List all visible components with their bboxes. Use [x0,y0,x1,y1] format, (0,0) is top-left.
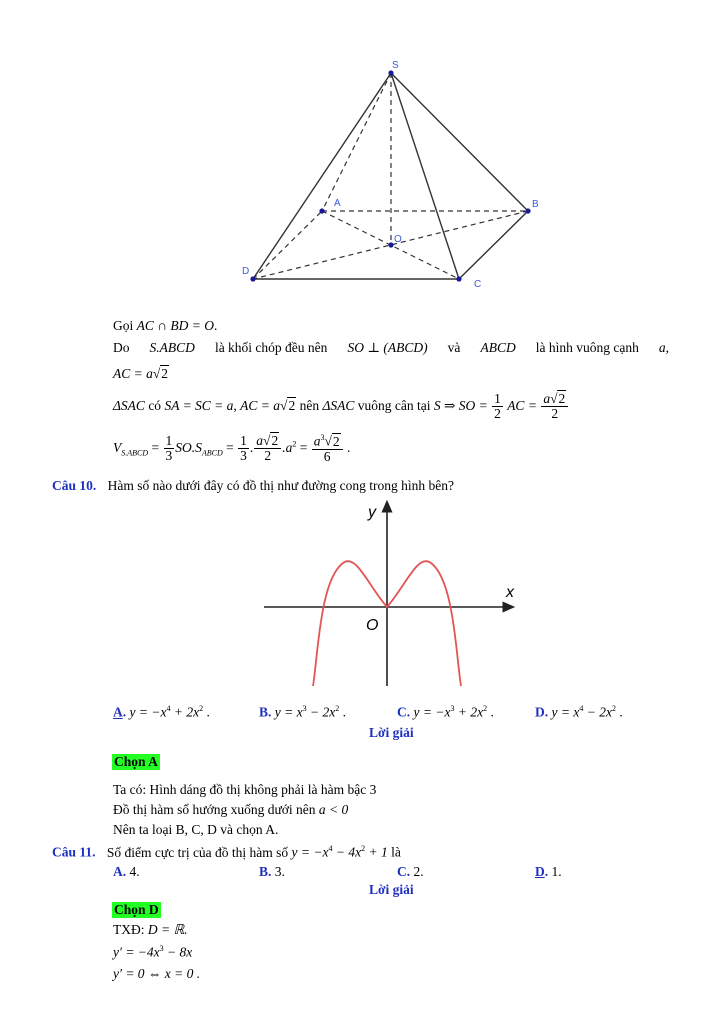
edge-sa [322,73,391,211]
point-c [456,276,461,281]
q10-option-d[interactable]: D. $y = x^4 - 2x^2$ . [535,704,623,720]
q11-solution-line2: $y' = -4x^3 - 8x$ [113,944,193,960]
q10-solution-title: Lời giải [369,725,414,740]
q11-choice-badge: Chọn D [114,902,159,917]
edge-sc [391,73,459,279]
pyramid-figure [240,55,550,295]
q10-solution-line1: Ta có: Hình dáng đồ thị không phải là hàm bậc 3 [113,782,377,797]
point-a [319,208,324,213]
question-11-label: Câu 11. [52,844,96,860]
label-origin: O [366,617,379,634]
q10-choice-badge: Chọn A [114,754,158,769]
q10-option-b[interactable]: B. $y = x^3 - 2x^2$ . [259,704,346,720]
q10-option-a[interactable]: A. $y = -x^4 + 2x^2$ . [113,704,210,720]
point-o [388,242,393,247]
function-graph [260,498,525,688]
label-c: C [474,279,482,290]
question-10 [52,478,454,494]
q11-option-d[interactable]: D. 1. [535,864,562,879]
label-s: S [392,60,399,71]
edge-cb [459,211,528,279]
label-a: A [334,198,341,209]
q11-option-b[interactable]: B. 3. [259,864,285,879]
sol9-line1: Gọi AC ∩ BD = O. [113,318,218,333]
edge-sb [391,73,528,211]
label-y: y [368,504,376,521]
point-s [388,70,393,75]
question-10-text: Hàm số nào dưới đây có đồ thị như đường cong trong hình bên? [107,478,454,493]
q10-option-c[interactable]: C. $y = -x^3 + 2x^2$ . [397,704,494,720]
sol9-line5: $V_{S.ABCD}$ = $\frac{1}{3}$ $SO.S_{ABCD}$ = $\frac{1}{3}$ . $\frac{a√2}{2}$ $.a^2$ = $\frac{a^3√2}{6}$ . [113,433,351,464]
sol9-line4: ΔSAC có SA = SC = a, AC = a√2 nên ΔSAC vuông cân tại S ⇒ SO = $\frac{1}{2}$ AC = $\frac{a√2}{2}$ [113,392,569,421]
q11-option-c[interactable]: C. 2. [397,864,424,879]
point-d [250,276,255,281]
label-x: x [506,584,514,601]
q11-option-a[interactable]: A. 4. [113,864,140,879]
edge-sd [253,73,391,279]
edge-da [253,211,322,279]
point-b [525,208,530,213]
question-11: Câu 11. Số điểm cực trị của đồ thị hàm số $y = -x^4 - 4x^2 + 1$ là [52,844,401,860]
q11-solution-line3: y′ = 0 ⇔ x = 0 . [113,966,201,981]
q11-solution-line1: TXĐ: D = ℝ. [113,922,188,937]
q10-solution-line2: Đồ thị hàm số hướng xuống dưới nên a < 0 [113,802,349,817]
q10-solution-line3: Nên ta loại B, C, D và chọn A. [113,822,279,837]
label-d: D [242,266,250,277]
label-o: O [394,234,402,245]
sol9-line2: Do S.ABCD là khối chóp đều nên SO ⊥ (ABCD) và ABCD là hình vuông cạnh a, [113,340,669,355]
label-b: B [532,199,539,210]
sol9-line3: AC = a√2 [113,366,169,381]
question-10-label: Câu 10. [52,478,97,493]
q11-solution-title: Lời giải [369,882,414,897]
